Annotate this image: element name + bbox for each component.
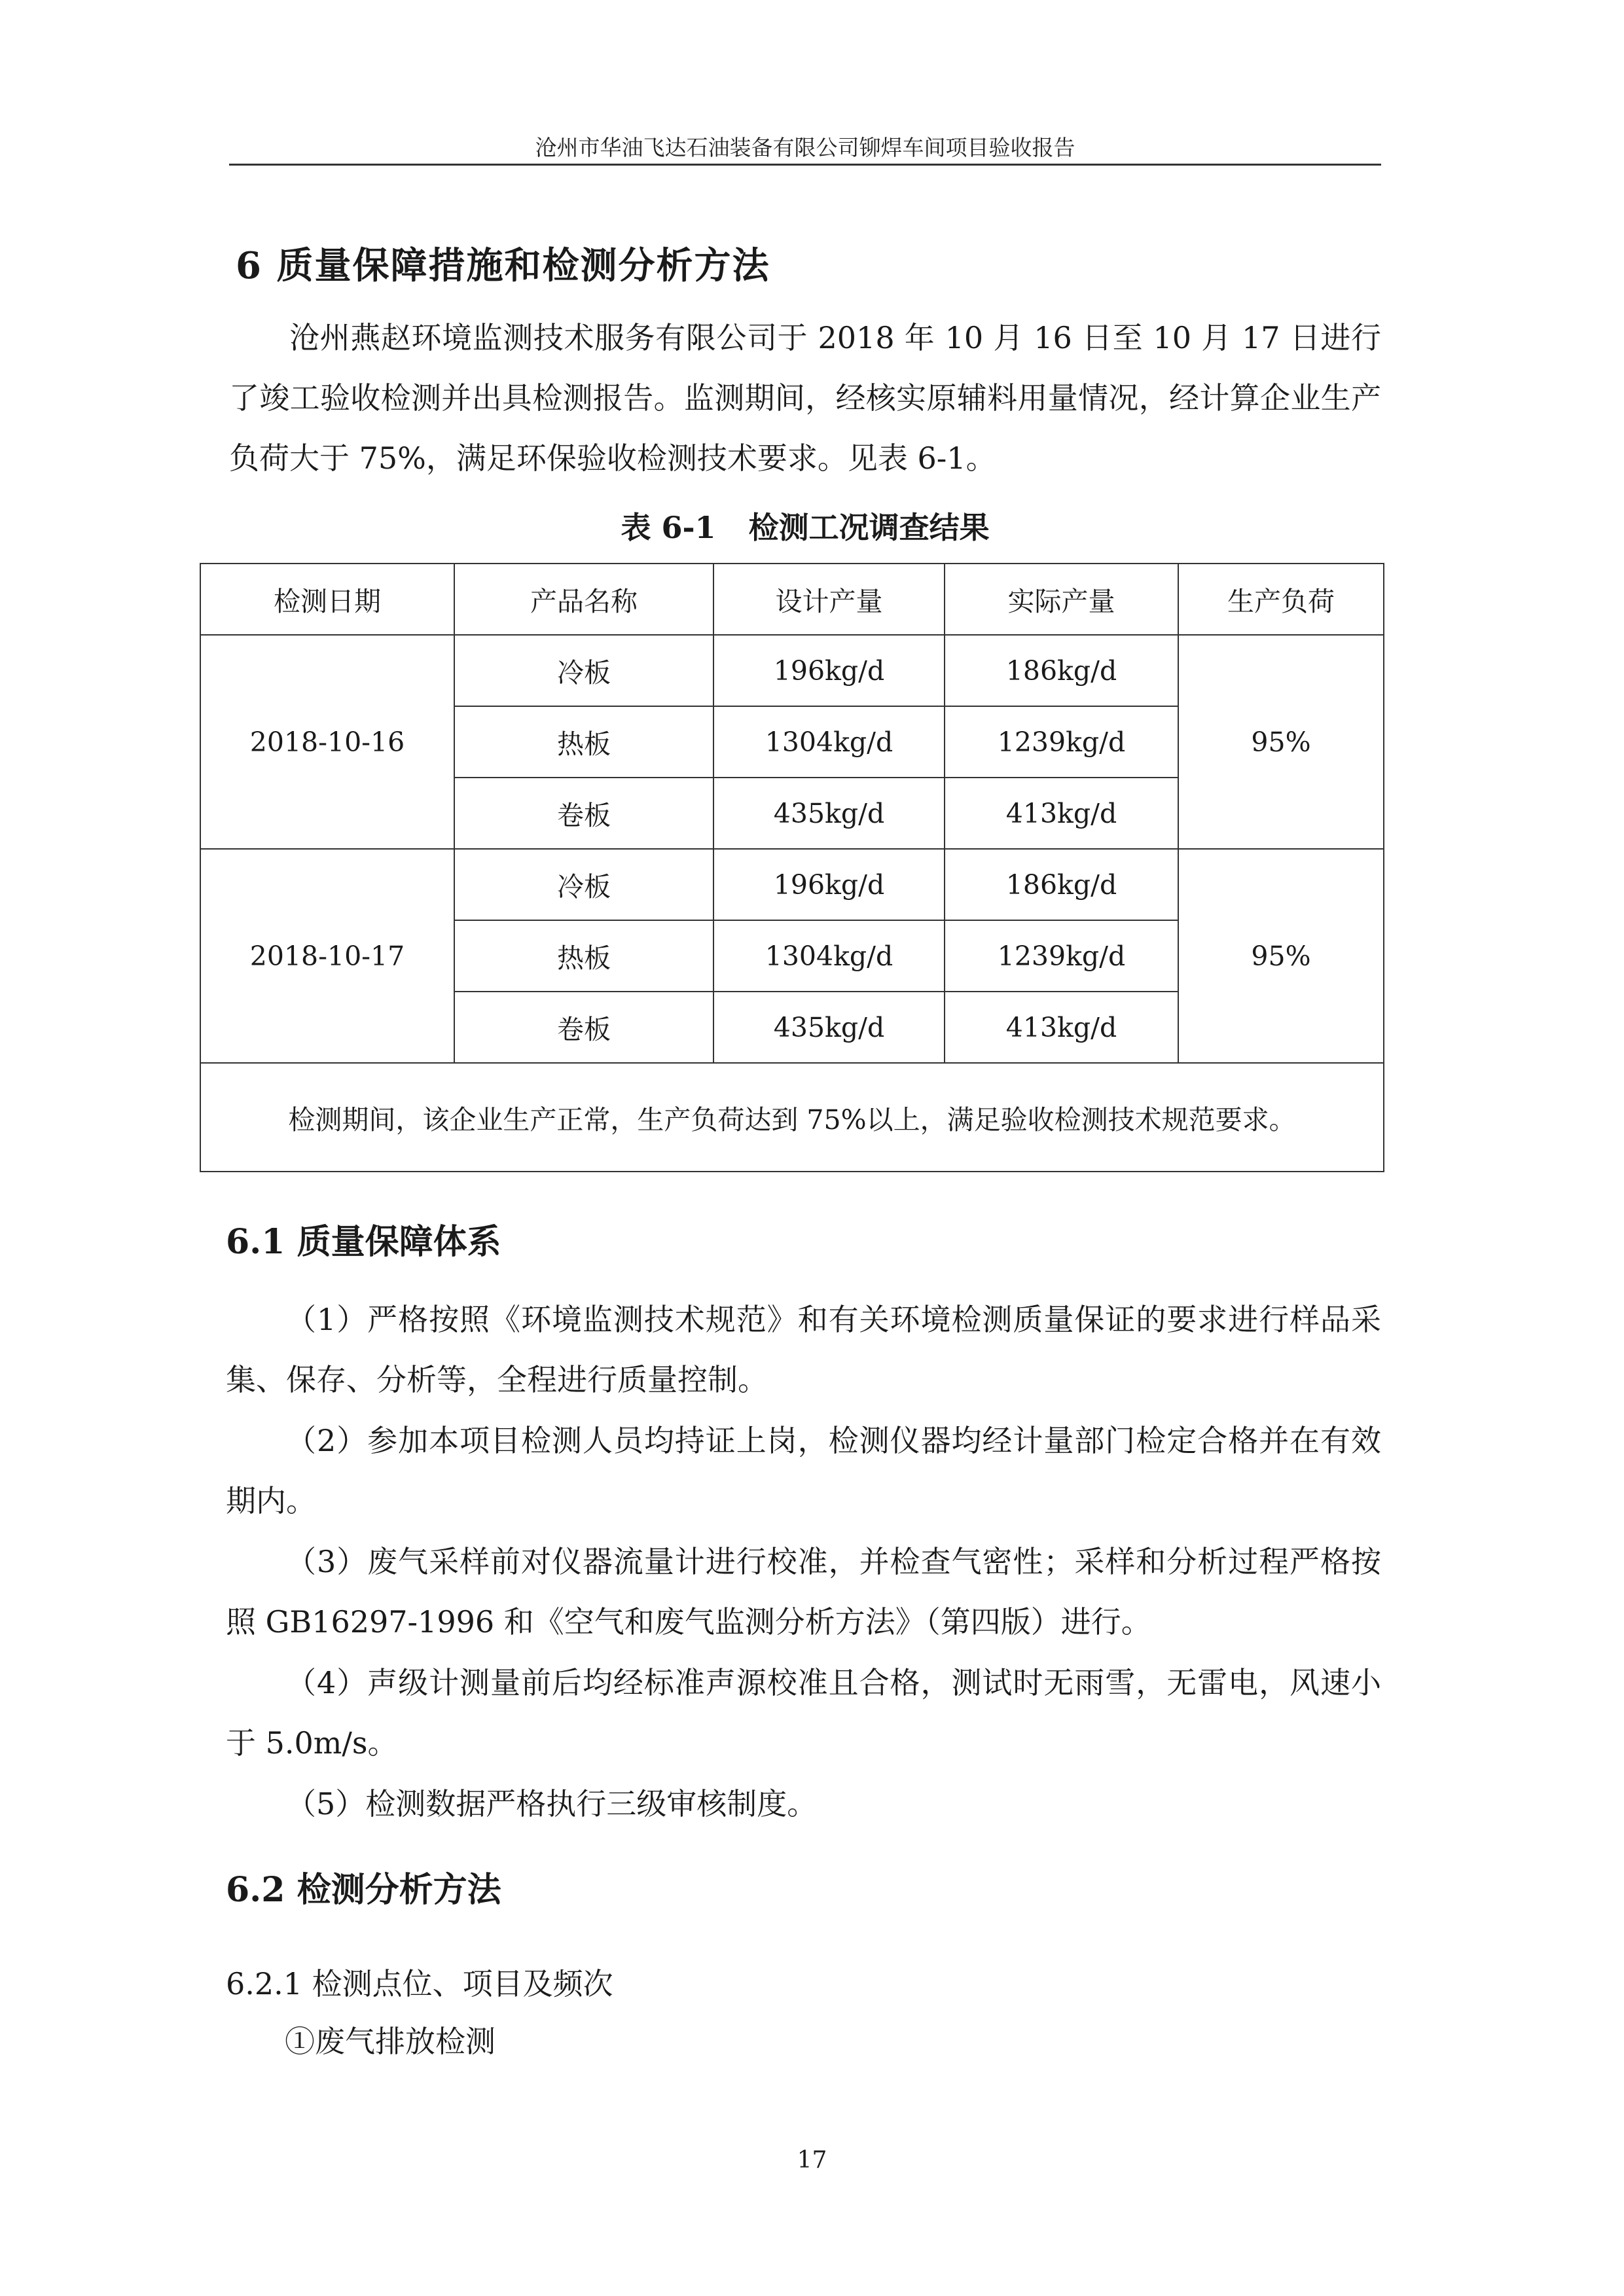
table-row: [200, 635, 1384, 706]
actual-cell: 413kg/d: [945, 992, 1178, 1063]
header-cell-date: 检测日期: [200, 564, 454, 635]
design-cell: 196kg/d: [713, 849, 945, 920]
design-cell: 196kg/d: [713, 635, 945, 706]
header-rule: [229, 164, 1381, 166]
quality-item: （2）参加本项目检测人员均持证上岗，检测仪器均经计量部门检定合格并在有效期内。: [226, 1423, 1381, 1518]
actual-cell: 186kg/d: [945, 635, 1178, 706]
section-6-intro: 沧州燕赵环境监测技术服务有限公司于 2018 年 10 月 16 日至 10 月 17 日进行了竣工验收检测并出具检测报告。监测期间，经核实原辅料用量情况，经计算企业生产负荷大于 75%，满足环保验收检测技术要求。见表 6-1。: [229, 320, 1381, 476]
table-caption-number: 表 6-1: [621, 510, 716, 545]
product-cell: 热板: [454, 706, 713, 778]
table-note: 检测期间，该企业生产正常，生产负荷达到 75%以上，满足验收检测技术规范要求。: [200, 1063, 1384, 1172]
page-header: 沧州市华油飞达石油装备有限公司铆焊车间项目验收报告: [535, 135, 1075, 160]
header-cell-load: 生产负荷: [1178, 564, 1384, 635]
header-cell-actual: 实际产量: [945, 564, 1178, 635]
section-6-heading: 6 质量保障措施和检测分析方法: [236, 244, 770, 287]
product-cell: 冷板: [454, 849, 713, 920]
header-cell-design: 设计产量: [713, 564, 945, 635]
table-caption-title: 检测工况调查结果: [748, 510, 990, 545]
section-6-2-1-heading: 6.2.1 检测点位、项目及频次: [226, 1966, 613, 2001]
page-number: 17: [797, 2147, 827, 2174]
design-cell: 435kg/d: [713, 992, 945, 1063]
quality-item: （4）声级计测量前后均经标准声源校准且合格，测试时无雨雪，无雷电，风速小于 5.0m/s。: [226, 1665, 1381, 1761]
quality-item: （1）严格按照《环境监测技术规范》和有关环境检测质量保证的要求进行样品采集、保存、分析等，全程进行质量控制。: [226, 1302, 1381, 1397]
header-cell-product: 产品名称: [454, 564, 713, 635]
actual-cell: 413kg/d: [945, 778, 1178, 849]
section-6-2-heading: 6.2 检测分析方法: [226, 1870, 501, 1910]
date-cell: 2018-10-17: [200, 849, 454, 1063]
section-6-1-heading: 6.1 质量保障体系: [226, 1222, 501, 1262]
design-cell: 1304kg/d: [713, 920, 945, 992]
date-cell: 2018-10-16: [200, 635, 454, 849]
load-cell: 95%: [1178, 849, 1384, 1063]
table-row: [200, 849, 1384, 920]
waste-gas-item: ①废气排放检测: [285, 2024, 496, 2059]
design-cell: 435kg/d: [713, 778, 945, 849]
actual-cell: 186kg/d: [945, 849, 1178, 920]
table-note-row: [200, 1063, 1384, 1172]
product-cell: 冷板: [454, 635, 713, 706]
table-caption: [229, 504, 1381, 547]
table-header-row: [200, 564, 1384, 635]
product-cell: 卷板: [454, 992, 713, 1063]
actual-cell: 1239kg/d: [945, 706, 1178, 778]
product-cell: 卷板: [454, 778, 713, 849]
design-cell: 1304kg/d: [713, 706, 945, 778]
actual-cell: 1239kg/d: [945, 920, 1178, 992]
load-cell: 95%: [1178, 635, 1384, 849]
working-conditions-table: [200, 563, 1384, 1172]
quality-item: （5）检测数据严格执行三级审核制度。: [286, 1786, 818, 1821]
product-cell: 热板: [454, 920, 713, 992]
quality-item: （3）废气采样前对仪器流量计进行校准，并检查气密性；采样和分析过程严格按照 GB16297-1996 和《空气和废气监测分析方法》（第四版）进行。: [226, 1544, 1381, 1640]
